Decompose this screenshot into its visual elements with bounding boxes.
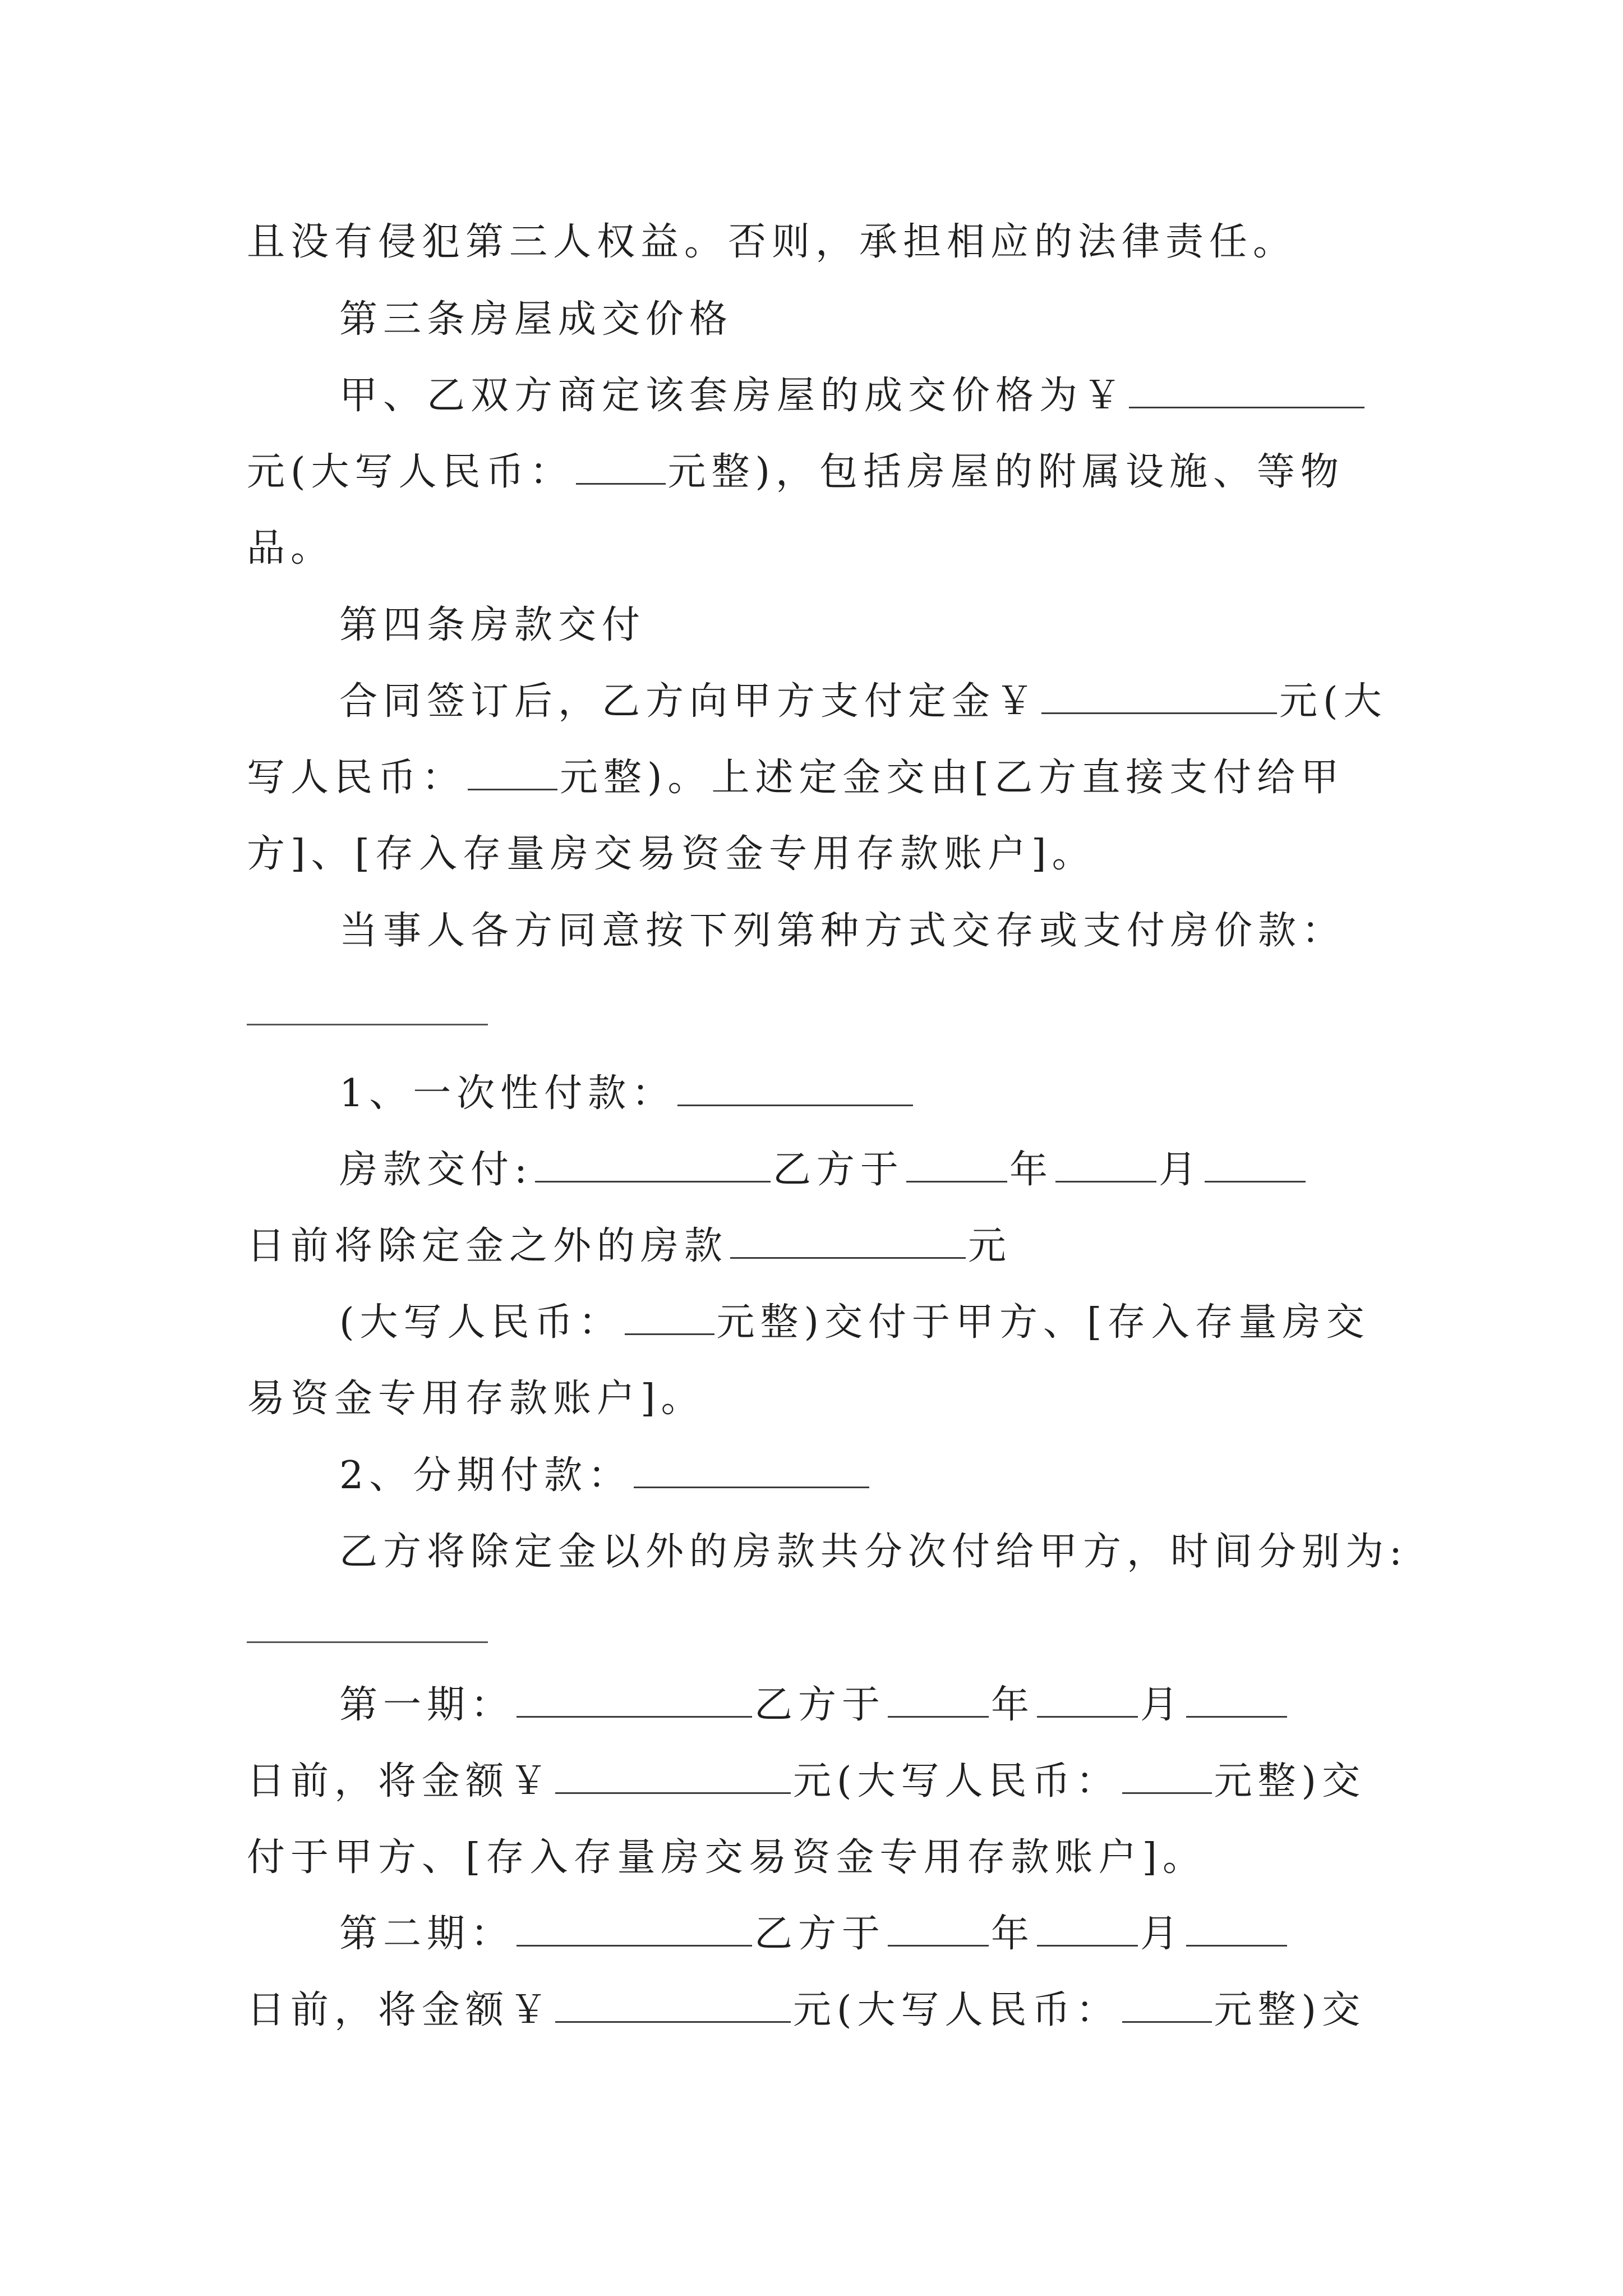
text: 元(大 [1279, 679, 1387, 724]
paragraph-line [247, 821, 1385, 888]
paragraph-line [247, 1213, 1385, 1280]
text: 元(大写人民币： [247, 450, 574, 494]
year-blank [888, 1906, 989, 1947]
text: 月 [1140, 1912, 1184, 1956]
paragraph-line [247, 744, 1385, 812]
text: 付于甲方、[存入存量房交易资金专用存款账户]。 [247, 1835, 1207, 1880]
year-blank [906, 1142, 1007, 1182]
text: 元整)，包括房屋的附属设施、等物 [667, 450, 1345, 494]
text: 易资金专用存款账户]。 [247, 1377, 705, 1421]
year-blank [888, 1677, 989, 1718]
blank [468, 749, 557, 790]
text: 元整)交 [1214, 1759, 1366, 1803]
paragraph-line [339, 1060, 1385, 1128]
text: 元整)。上述定金交由[乙方直接支付给甲 [560, 756, 1345, 800]
text: 日前，将金额￥ [247, 1759, 554, 1803]
text: 年 [1009, 1148, 1053, 1192]
text: 房款交付: [339, 1148, 533, 1192]
text: 元(大写人民币： [793, 1759, 1120, 1803]
text: 品。 [247, 526, 335, 570]
paragraph-line [247, 209, 1385, 276]
text: 乙方于 [772, 1148, 904, 1192]
paragraph-line [339, 1901, 1385, 1968]
day-blank [1186, 1677, 1287, 1718]
month-blank [1037, 1677, 1138, 1718]
paragraph-line [339, 1137, 1385, 1204]
text: 方]、[存入存量房交易资金专用存款账户]。 [247, 832, 1096, 876]
blank [730, 1218, 966, 1259]
text: 乙方将除定金以外的房款共分次付给甲方，时间分别为: [339, 1530, 1408, 1574]
text: 月 [1158, 1148, 1202, 1192]
text: 日前将除定金之外的房款 [247, 1224, 728, 1268]
paragraph-line [339, 1519, 1408, 1586]
text: 第一期： [339, 1683, 515, 1727]
paragraph-line [339, 1672, 1385, 1739]
deposit-blank [1041, 673, 1277, 714]
blank [625, 1294, 714, 1335]
blank [517, 1677, 752, 1718]
paragraph-line [339, 362, 1385, 430]
blank [576, 444, 666, 485]
text: 合同签订后，乙方向甲方支付定金￥ [339, 679, 1040, 724]
blank [535, 1142, 771, 1182]
text: 甲、乙双方商定该套房屋的成交价格为￥ [339, 374, 1127, 418]
text: 第四条房款交付 [339, 603, 646, 647]
amount-blank [555, 1982, 791, 2023]
day-blank [1205, 1142, 1306, 1182]
blank [1122, 1982, 1212, 2023]
article-heading-3 [339, 286, 1385, 353]
text: 2、分期付款： [339, 1453, 632, 1498]
paragraph-line [247, 439, 1385, 506]
paragraph-line [247, 1824, 1385, 1892]
text: 年 [991, 1683, 1035, 1727]
article-heading-4 [339, 592, 1385, 659]
blank-rule [247, 1641, 488, 1643]
blank [517, 1906, 752, 1947]
month-blank [1055, 1142, 1156, 1182]
blank [677, 1065, 913, 1106]
blank [1122, 1753, 1212, 1794]
text: 乙方于 [754, 1683, 886, 1727]
paragraph-line [247, 1748, 1385, 1815]
text: 第三条房屋成交价格 [339, 297, 734, 342]
text: (大写人民币： [339, 1300, 623, 1345]
price-blank [1129, 367, 1364, 408]
text: 日前，将金额￥ [247, 1988, 554, 2032]
text: 当事人各方同意按下列第种方式交存或支付房价款： [339, 909, 1346, 953]
text: 元(大写人民币： [793, 1988, 1120, 2032]
text: 乙方于 [754, 1912, 886, 1956]
amount-blank [555, 1753, 791, 1794]
text: 元整)交 [1214, 1988, 1366, 2032]
blank [634, 1447, 869, 1488]
text: 月 [1140, 1683, 1184, 1727]
blank-rule [247, 1024, 488, 1025]
text: 第二期： [339, 1912, 515, 1956]
paragraph-line [247, 1977, 1385, 2044]
text: 元整)交付于甲方、[存入存量房交 [716, 1300, 1370, 1345]
text: 年 [991, 1912, 1035, 1956]
text: 元 [968, 1224, 1012, 1268]
paragraph-line [339, 1289, 1385, 1356]
month-blank [1037, 1906, 1138, 1947]
text: 且没有侵犯第三人权益。否则，承担相应的法律责任。 [247, 220, 1297, 264]
paragraph-line [339, 898, 1385, 965]
paragraph-line [339, 668, 1385, 735]
paragraph-line [247, 515, 1385, 582]
paragraph-line [339, 1442, 1385, 1510]
text: 1、一次性付款： [339, 1071, 676, 1116]
day-blank [1186, 1906, 1287, 1947]
text: 写人民币： [247, 756, 466, 800]
paragraph-line [247, 1365, 1385, 1433]
